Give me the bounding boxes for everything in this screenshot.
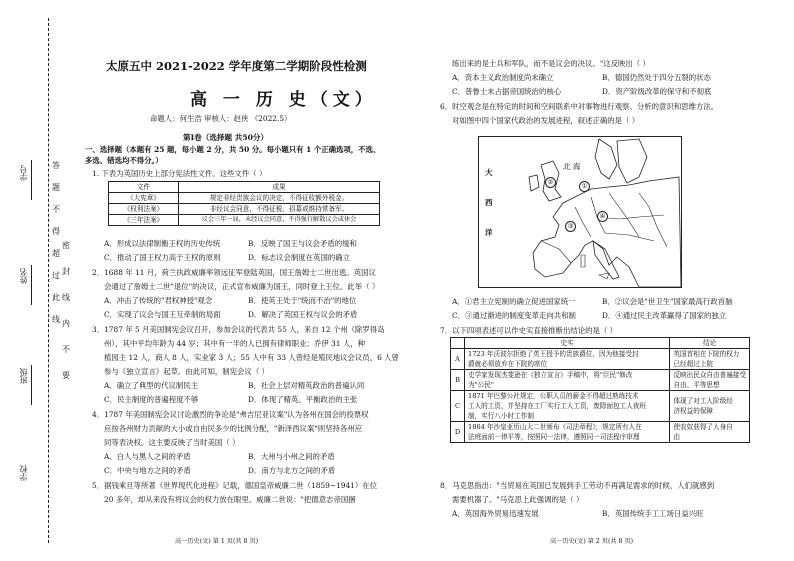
section-title: 第Ⅰ卷（选择题 共50分） (183, 133, 269, 142)
q8-option-a[interactable]: A．英国海外贸易迅速发展 (452, 509, 539, 518)
q2-line2: 会通过了詹姆士二世"退位"的决议，正式宣布威廉为国王，同时登上王位。此举（ ） (104, 282, 380, 291)
section-intro (85, 144, 380, 166)
section-intro-line2: 多选、错选均不得分。） (85, 156, 163, 165)
q1-doc: 《三年法案》 (109, 215, 179, 226)
table-row (109, 215, 380, 226)
q1-stem: 1. 下表为英国历史上部分宪法性文件。这些文件（ ） (92, 169, 267, 178)
q7-key: B (451, 370, 465, 391)
q1-option-c[interactable]: C．推动了国王权力高于王权的原则 (104, 253, 221, 262)
q7-conc-line: 济权益的保障 (673, 407, 714, 415)
q7-conc-line: 体现了对工人阶级经 (673, 397, 733, 405)
q8-line1: 8．马克思指出："当贸易在英国已发展到手工劳动不再满足需求的时候，人们就感到 (440, 481, 715, 490)
q1-result: 非经议会同意，不得征税、招募或维持常备军。 (179, 204, 380, 215)
name-underline (31, 265, 32, 305)
q1-result: 规定非经贵族会议的决定，不得征收额外税金。 (179, 193, 380, 204)
table-row[interactable] (451, 349, 750, 370)
q6-option-c[interactable]: C．③通过渐进的制度变革走向共和制 (452, 311, 576, 320)
footer-right: 高一历史(文) 第 2 页(共 8 页) (550, 538, 634, 545)
seal-char: 题 (52, 183, 60, 192)
seal-char: 超 (52, 249, 60, 258)
exam-makers: 命题人：何生浩 审核人：赵侠 （2022.5） (150, 114, 292, 123)
binding-line (48, 18, 49, 543)
q2-line1: 2．1688 年 11 月，荷兰执政威廉率领远征军登陆英国，国王詹姆士二世出逃。英国议 (92, 268, 376, 277)
q1-header-row (109, 182, 380, 193)
q7-fact-line: 史学家发现杰斐逊在《独立宣言》手稿中，将"臣民"修改 (468, 371, 633, 379)
q1-doc: 《大宪章》 (109, 193, 179, 204)
q5-option-d[interactable]: D．资产阶级改革的保守和不彻底 (602, 87, 712, 96)
q7-table (450, 337, 750, 443)
q7-header-row (451, 338, 750, 349)
q4-line2: 应按各州财力贡献的大小或自由民多少的比例分配，"新泽西议案"则坚持各州应 (104, 424, 363, 433)
q1-option-a[interactable]: A．形成以法律制衡王权的历史传统 (104, 239, 221, 248)
q3-option-d[interactable]: D．体现了精英、平衡政治的主张 (248, 395, 358, 404)
q1-option-b[interactable]: B．反映了国王与议会矛盾的缓和 (248, 239, 357, 248)
q7-header-col1 (451, 338, 465, 349)
q1-table (108, 181, 380, 226)
table-row (109, 204, 380, 215)
q8-option-b[interactable]: B．英国传统手工工场日益兴旺 (602, 509, 704, 518)
q7-conclusion (670, 349, 750, 370)
q7-conc-line: 自由、平等思想 (673, 381, 720, 389)
q7-fact-line: 爵就必须放弃在下院的席位 (468, 360, 548, 368)
q7-conclusion (670, 422, 750, 443)
map-label-ocean: 大 (485, 168, 493, 177)
q5-line1: 5．据钱乘旦等所著《世界现代化进程》记载，德国皇帝威廉二世（1859~1941）在位 (92, 481, 378, 490)
q3-line3: 植园主 12 人，商人 8 人，实业家 3 人；55 人中有 33 人曾经是殖民地议会议员，6 人曾 (104, 353, 399, 362)
q6-line2: 对如图中四个国家代政治的发展进程，叙述正确的是（ ） (452, 116, 640, 125)
q6-option-b[interactable]: B．②议会是"世卫生"国家最高行政首脑 (602, 297, 733, 306)
q3-option-b[interactable]: B．社会上层对精英政治的普遍认同 (248, 381, 365, 390)
q2-option-c[interactable]: C．实现了议会与国王互牵制的局面 (104, 310, 221, 319)
q7-stem: 7．以下四项表述可以作史实直接推断出结论的是（ ） (440, 326, 618, 335)
q7-key: C (451, 391, 465, 422)
q7-fact-line: 法庭面前一律平等，按照同一法律，遵照同一司法程序审理 (468, 433, 640, 441)
footer-left: 高一历史(文) 第 1 页(共 8 页) (175, 538, 259, 545)
name-label: 姓名 (19, 268, 28, 284)
map-marker-1: ① (579, 181, 590, 192)
q3-line2: 州），其中平均年龄为 44 岁；其中有一半的人已拥有律师职业；乔伊 31 人，种 (104, 339, 366, 348)
q7-fact (465, 349, 670, 370)
q8-line2: 需要机器了。"马克思上此强调的是（ ） (452, 495, 584, 504)
q7-conc-line: 由 (673, 433, 681, 441)
seal-char: 内 (62, 319, 70, 328)
map-label-sea: 北 海 (563, 162, 581, 171)
map-label-ocean: 洋 (485, 228, 493, 237)
table-row[interactable] (451, 391, 750, 422)
table-row (109, 193, 380, 204)
q2-option-b[interactable]: B．使英王处于"统而不治"的地位 (248, 296, 357, 305)
school-label: 学校 (19, 465, 28, 481)
q1-option-d[interactable]: D．标志议会制度在英国的确立 (248, 253, 351, 262)
q4-option-a[interactable]: A．白人与黑人之间的矛盾 (104, 452, 191, 461)
q4-option-d[interactable]: D．南方与北方之间的矛盾 (248, 466, 336, 475)
seal-char: 线 (62, 293, 70, 302)
q7-fact-line: 制，实行八小时工作制 (468, 412, 534, 420)
q7-fact-line: 1723 年沃波尔拒绝了英王授予的贵族爵位，因为他接受封 (468, 350, 639, 358)
q7-header-col3: 结论 (670, 338, 750, 349)
student-id-underline (31, 160, 32, 200)
q5-line2: 20 多年，却从来没有将议会的权力放在眼里。威廉二世说："把德意志帝国捆 (104, 495, 356, 504)
q1-header-col2: 成果 (179, 182, 380, 193)
seal-char: 答 (52, 161, 60, 170)
q1-doc: 《权利法案》 (109, 204, 179, 215)
q2-option-a[interactable]: A．冲击了传统的"君权神授"观念 (104, 296, 213, 305)
q7-fact-line: 为"公民" (468, 381, 494, 389)
section-intro-line1: 一、选择题（本题有 25 题，每小题 2 分，共 50 分。每小题只有 1 个正确选项，不选、 (85, 145, 381, 154)
q3-option-a[interactable]: A．确立了典型的代议制民主 (104, 381, 199, 390)
q7-fact (465, 370, 670, 391)
q1-header-col1: 文件 (109, 182, 179, 193)
q5-continued: 练出来的是士兵和军队，而不是议会的决议。"这反映出（ ） (452, 59, 650, 68)
europe-map-outline (479, 137, 682, 288)
seal-char: 得 (52, 227, 60, 236)
q7-conc-line: 反映出民众自由普遍接受 (673, 371, 746, 379)
map-marker-3: ③ (565, 221, 576, 232)
q7-conclusion (670, 391, 750, 422)
q7-key: A (451, 349, 465, 370)
map-label-ocean: 西 (485, 198, 493, 207)
q7-fact (465, 422, 670, 443)
class-underline (31, 365, 32, 405)
q7-fact-line: 1871 年巴黎公社规定，公职人员的薪金不得超过熟练技术 (468, 392, 639, 400)
q6-line1: 6．时空观念是在特定的时间和空间联系中对事物进行观察、分析的意识和思维方法。 (440, 102, 719, 111)
q4-option-b[interactable]: B．大州与小州之间的矛盾 (248, 452, 335, 461)
seal-char: 此 (52, 293, 60, 302)
q6-option-a[interactable]: A．①君主立宪制的确立促进国家统一 (452, 297, 576, 306)
q7-conc-line: 英国首相在下院的权力 (673, 350, 740, 358)
seal-char: 封 (62, 267, 70, 276)
seal-char: 密 (62, 241, 70, 250)
exam-subject: 高 一 历 史（文） (190, 90, 377, 110)
map-marker-4: ④ (597, 211, 608, 222)
student-id-label: 学号 (19, 165, 28, 181)
q4-option-c[interactable]: C．中央与地方之间的矛盾 (104, 466, 191, 475)
table-row[interactable] (451, 370, 750, 391)
q7-fact-line: 1864 年沙皇亚历山大二世颁布《司法章程》，规定所有人在 (468, 423, 642, 431)
q3-option-c[interactable]: C．民主制度的普遍程度不够 (104, 395, 199, 404)
q6-option-d[interactable]: D．④通过民主改革赢得了国家的独立 (602, 311, 727, 320)
q3-line1: 3．1787 年 5 月美国制宪会议召开，参加会议的代表共 55 人，来自 12 个州（除罗得岛 (92, 325, 385, 334)
seal-char: 线 (52, 315, 60, 324)
q3-line4: 参与《独立宣言》起草。由此可知，制宪会议（ ） (104, 367, 269, 376)
q4-line1: 4．1787 年美国制宪会议讨论激烈的争论是"弗吉尼亚议案"认为各州在国会的投票权 (92, 410, 369, 419)
q7-key: D (451, 422, 465, 443)
exam-title: 太原五中 2021-2022 学年度第二学期阶段性检测 (106, 59, 367, 73)
q5-option-c[interactable]: C．普鲁士未占据帝国统治的核心 (452, 87, 562, 96)
q7-header-col2: 史实 (465, 338, 670, 349)
q4-line3: 同等表决权。这主要反映了当时美国（ ） (104, 438, 240, 447)
q7-fact (465, 391, 670, 422)
q7-conc-line: 已经超过上院 (673, 360, 714, 368)
q5-option-b[interactable]: B．德国仍然处于四分五裂的状态 (602, 73, 711, 82)
q5-option-a[interactable]: A．资本主义政治制度尚未确立 (452, 73, 554, 82)
seal-char: 要 (62, 371, 70, 380)
q2-option-d[interactable]: D．解决了英国王权与议会的矛盾 (248, 310, 358, 319)
q7-fact-line: 工人的工资，并坚持在工厂实行工人工资，废除面包工人夜班 (468, 402, 647, 410)
class-label: 班级 (19, 368, 28, 384)
seal-char: 不 (52, 205, 60, 214)
seal-char: 不 (62, 345, 70, 354)
map-marker-2: ② (545, 177, 556, 188)
q7-conclusion (670, 370, 750, 391)
table-row[interactable] (451, 422, 750, 443)
europe-map (478, 136, 682, 288)
seal-char: 过 (52, 271, 60, 280)
q1-result: 议会三年一届，未经议会同意，不得强行解散议会或休会 (179, 215, 380, 226)
q7-conc-line: 使农奴获得了人身自 (673, 423, 733, 431)
